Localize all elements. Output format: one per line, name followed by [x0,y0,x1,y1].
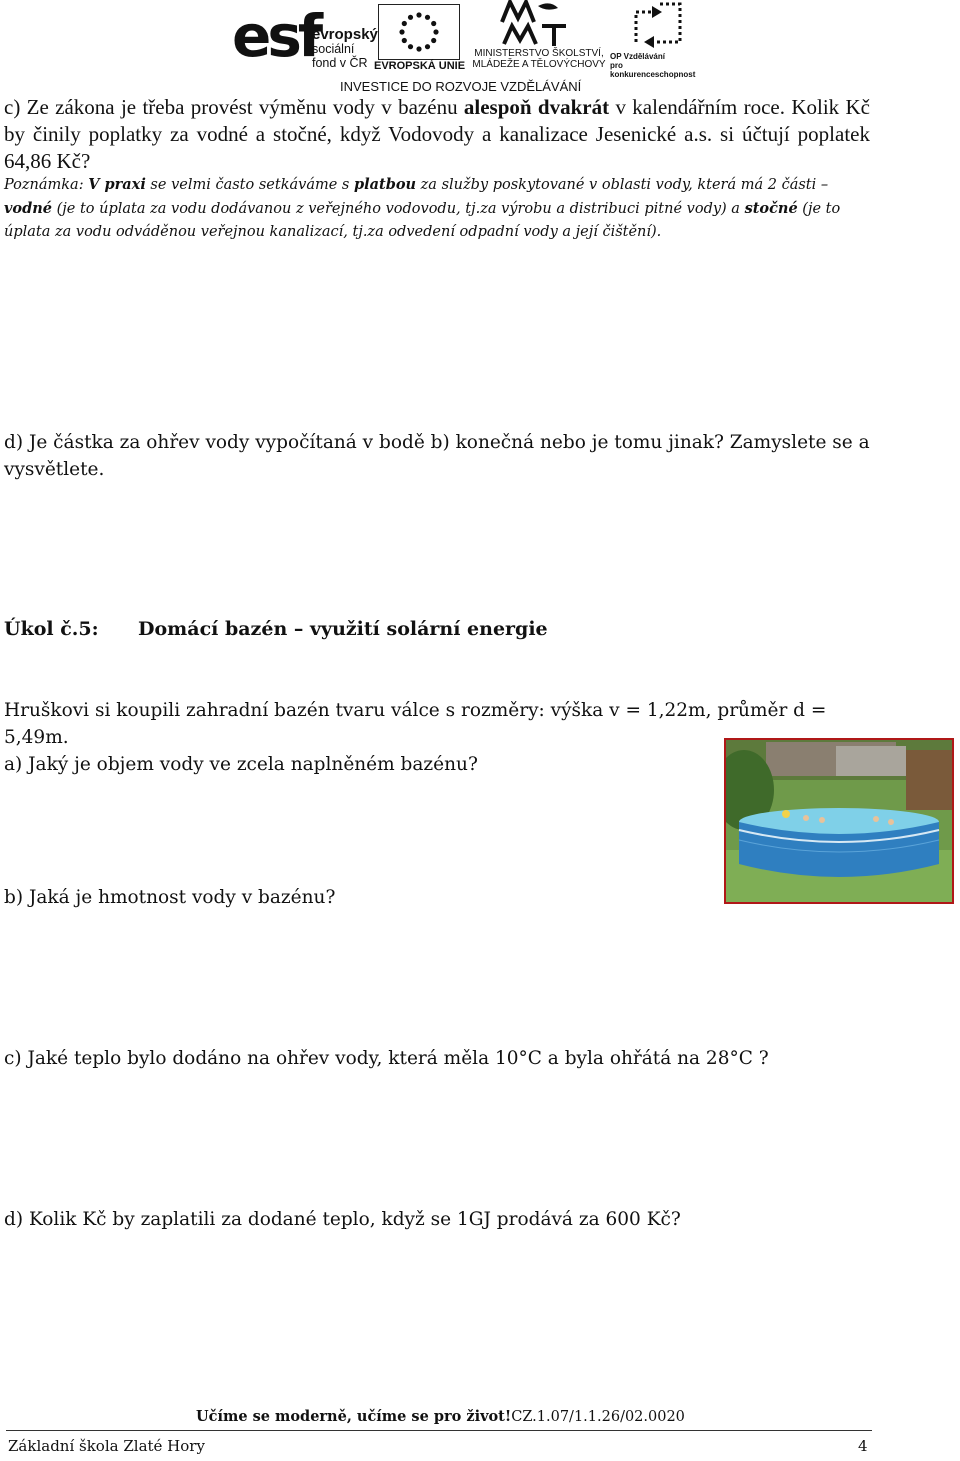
note-bold-1: V praxi [88,176,146,193]
footer-slogan [196,1408,685,1425]
note-bold-4: stočné [744,200,798,217]
task-heading: Úkol č.5: [4,618,99,640]
esf-line-3: fond v ČR [312,56,368,70]
note-part-3: za služby poskytované v oblasti vody, která má 2 části – [416,177,829,193]
esf-line-1: evropský [312,26,378,43]
note-part-2: se velmi často setkáváme s [145,177,354,193]
section-c-prefix: c) Ze zákona je třeba provést výměnu vody v bazénu [4,95,464,119]
msmt-line-1: MINISTERSTVO ŠKOLSTVÍ, [474,48,604,59]
investice-tagline: INVESTICE DO ROZVOJE VZDĚLÁVÁNÍ [340,79,582,94]
msmt-label [464,48,614,70]
question-a: a) Jaký je objem vody ve zcela naplněném bazénu? [4,754,478,775]
footer-project-code: CZ.1.07/1.1.26/02.0020 [511,1409,685,1425]
note-part-1: Poznámka: [4,177,89,193]
question-d: d) Kolik Kč by zaplatili za dodané teplo, když se 1GJ prodává za 600 Kč? [4,1209,681,1230]
task-title: Domácí bazén – využití solární energie [138,618,548,640]
header-logo-bar [228,0,708,96]
msmt-logo-icon [498,0,570,48]
pool-photo [724,738,954,904]
note-bold-3: vodné [4,200,53,217]
eu-flag-icon [378,4,460,60]
footer-slogan-text: Učíme se moderně, učíme se pro život! [196,1408,512,1425]
section-d-question: d) Je částka za ohřev vody vypočítaná v bodě b) konečná nebo je tomu jinak? Zamyslete se a vysvětlete. [4,432,870,480]
question-c: c) Jaké teplo bylo dodáno na ohřev vody, která měla 10°C a byla ohřátá na 28°C ? [4,1048,769,1069]
task-intro: Hruškovi si koupili zahradní bazén tvaru válce s rozměry: výška v = 1,22m, průměr d = 5,49m. [4,700,827,748]
section-c-bold: alespoň dvakrát [463,95,610,119]
esf-logo: esf [232,2,320,70]
section-c-suffix: v kalendářním roce. Kolik Kč by činily poplatky za vodné a stočné, když Vodovody a kanalizace Jesenické a.s. si účtují poplatek 64,86 Kč? [4,95,870,173]
op-line-2: pro konkurenceschopnost [610,61,696,79]
op-line-1: OP Vzdělávání [610,52,665,61]
esf-logo-text [312,28,378,70]
eu-label: EVROPSKÁ UNIE [374,60,466,72]
msmt-line-2: MLÁDEŽE A TĚLOVÝCHOVY [472,59,606,70]
op-label [610,52,710,79]
esf-line-2: sociální [312,42,355,56]
note-part-4: (je to úplata za vodu dodávanou z veřejného vodovodu, tj.za výrobu a distribuci pitné vody) a [52,201,745,217]
question-b: b) Jaká je hmotnost vody v bazénu? [4,887,336,908]
op-logo-icon [628,0,688,50]
page-number: 4 [858,1437,868,1455]
note-paragraph [4,173,874,244]
footer-school-name: Základní škola Zlaté Hory [8,1437,205,1455]
section-c-paragraph [4,94,870,175]
footer-divider [6,1430,872,1431]
note-bold-2: platbou [353,176,417,193]
note-part-5: (je to úplata za vodu odváděnou veřejnou kanalizací, tj.za odvedení odpadní vody a její čištění). [4,201,841,240]
